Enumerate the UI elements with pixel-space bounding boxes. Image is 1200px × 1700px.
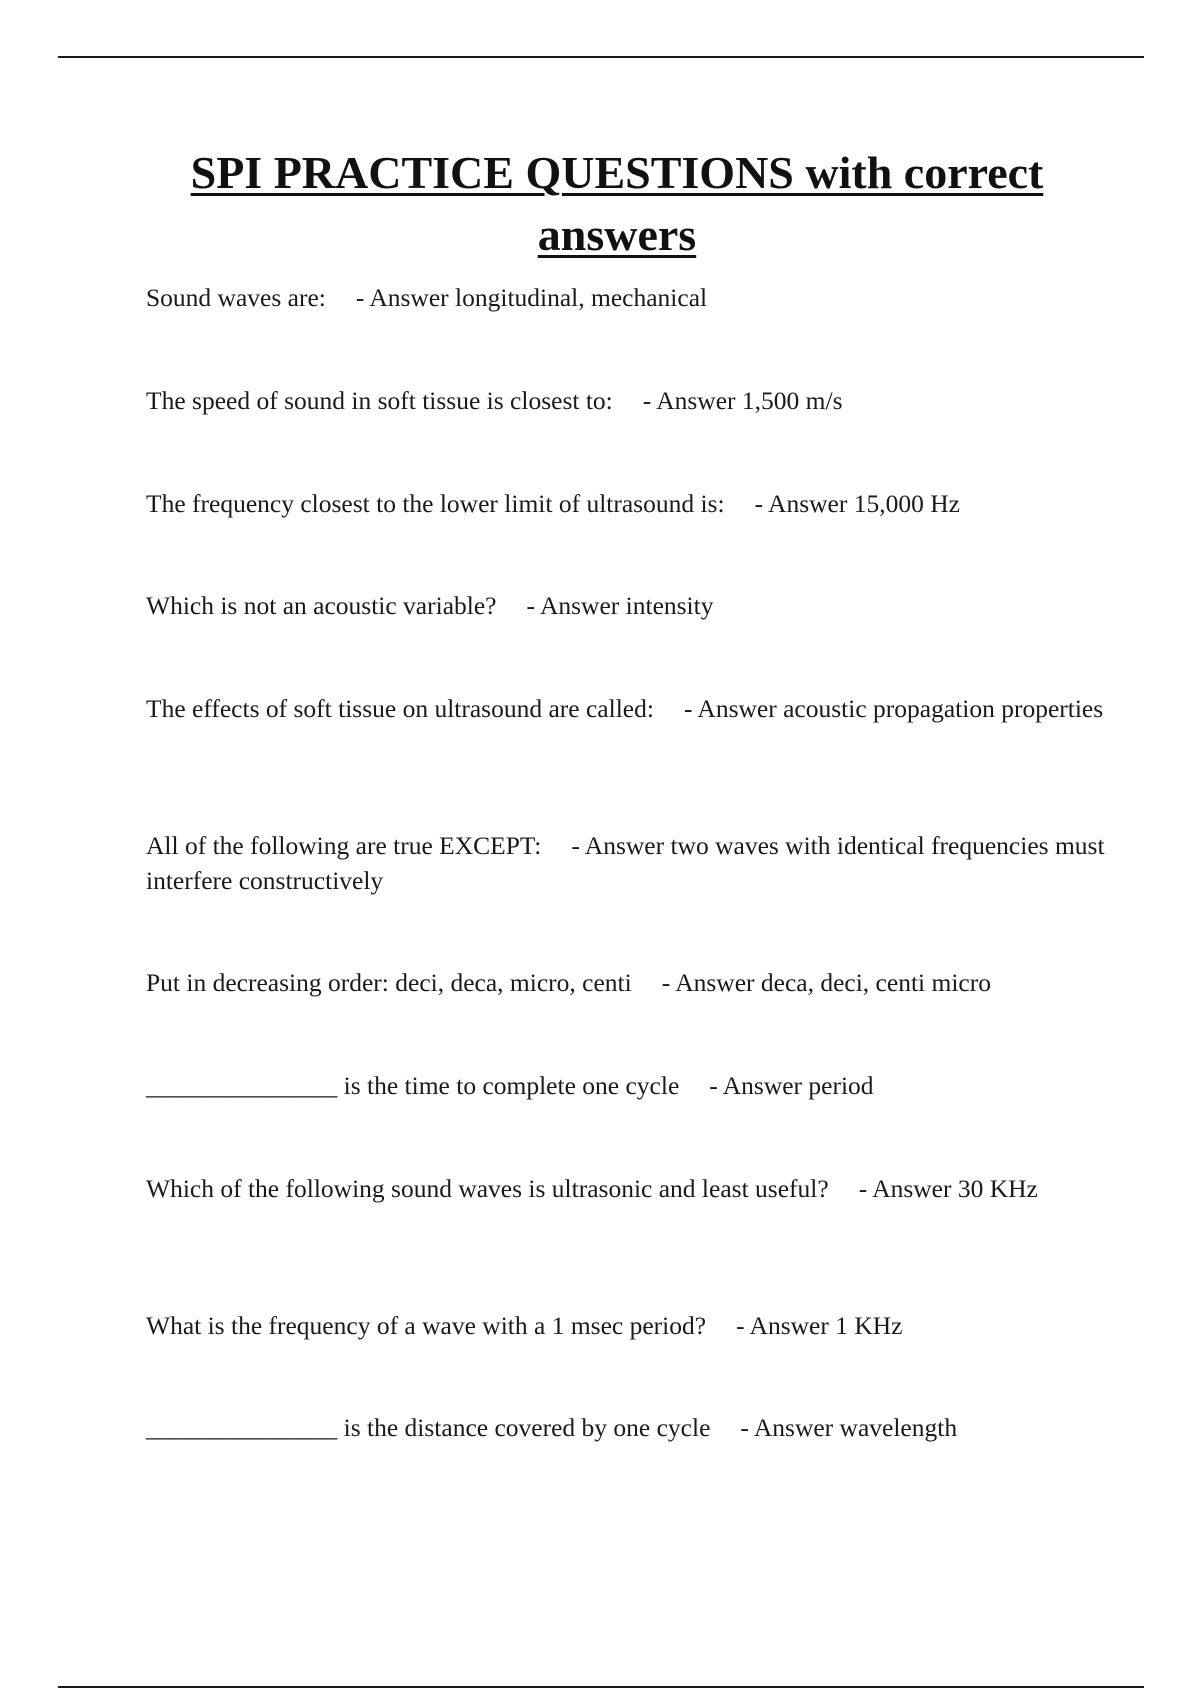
qa-item <box>146 1068 1106 1103</box>
qa-item <box>146 1171 1106 1206</box>
answer-text: - Answer 30 KHz <box>858 1174 1038 1203</box>
answer-text: - Answer intensity <box>526 591 714 620</box>
answer-text: - Answer two waves with identical frequencies must interfere constructively <box>146 831 1105 895</box>
qa-item <box>146 486 1106 521</box>
question-text: Which of the following sound waves is ultrasonic and least useful? <box>146 1174 829 1203</box>
question-text: _______________ is the distance covered by one cycle <box>146 1413 711 1442</box>
question-text: _______________ is the time to complete one cycle <box>146 1071 680 1100</box>
answer-text: - Answer acoustic propagation properties <box>683 694 1104 723</box>
answer-text: - Answer 1,500 m/s <box>642 386 843 415</box>
answer-text: - Answer deca, deci, centi micro <box>661 968 991 997</box>
question-text: The effects of soft tissue on ultrasound are called: <box>146 694 654 723</box>
qa-item <box>146 965 1106 1000</box>
qa-item <box>146 383 1106 418</box>
question-text: Sound waves are: <box>146 283 326 312</box>
question-text: The speed of sound in soft tissue is closest to: <box>146 386 613 415</box>
document-title: SPI PRACTICE QUESTIONS with correct answers <box>190 147 1044 260</box>
answer-text: - Answer 15,000 Hz <box>754 489 960 518</box>
qa-item <box>146 280 1106 315</box>
top-rule <box>58 56 1144 58</box>
question-text: Which is not an acoustic variable? <box>146 591 497 620</box>
answer-text: - Answer 1 KHz <box>736 1311 903 1340</box>
answer-text: - Answer wavelength <box>740 1413 958 1442</box>
answer-text: - Answer longitudinal, mechanical <box>355 283 708 312</box>
question-text: The frequency closest to the lower limit of ultrasound is: <box>146 489 725 518</box>
question-text: All of the following are true EXCEPT: <box>146 831 542 860</box>
answer-text: - Answer period <box>709 1071 874 1100</box>
qa-item <box>146 691 1106 726</box>
question-text: Put in decreasing order: deci, deca, micro, centi <box>146 968 632 997</box>
bottom-rule <box>58 1686 1144 1688</box>
qa-item <box>146 1410 1106 1445</box>
qa-item <box>146 828 1106 898</box>
qa-item <box>146 1308 1106 1343</box>
question-text: What is the frequency of a wave with a 1 msec period? <box>146 1311 707 1340</box>
qa-item <box>146 588 1106 623</box>
